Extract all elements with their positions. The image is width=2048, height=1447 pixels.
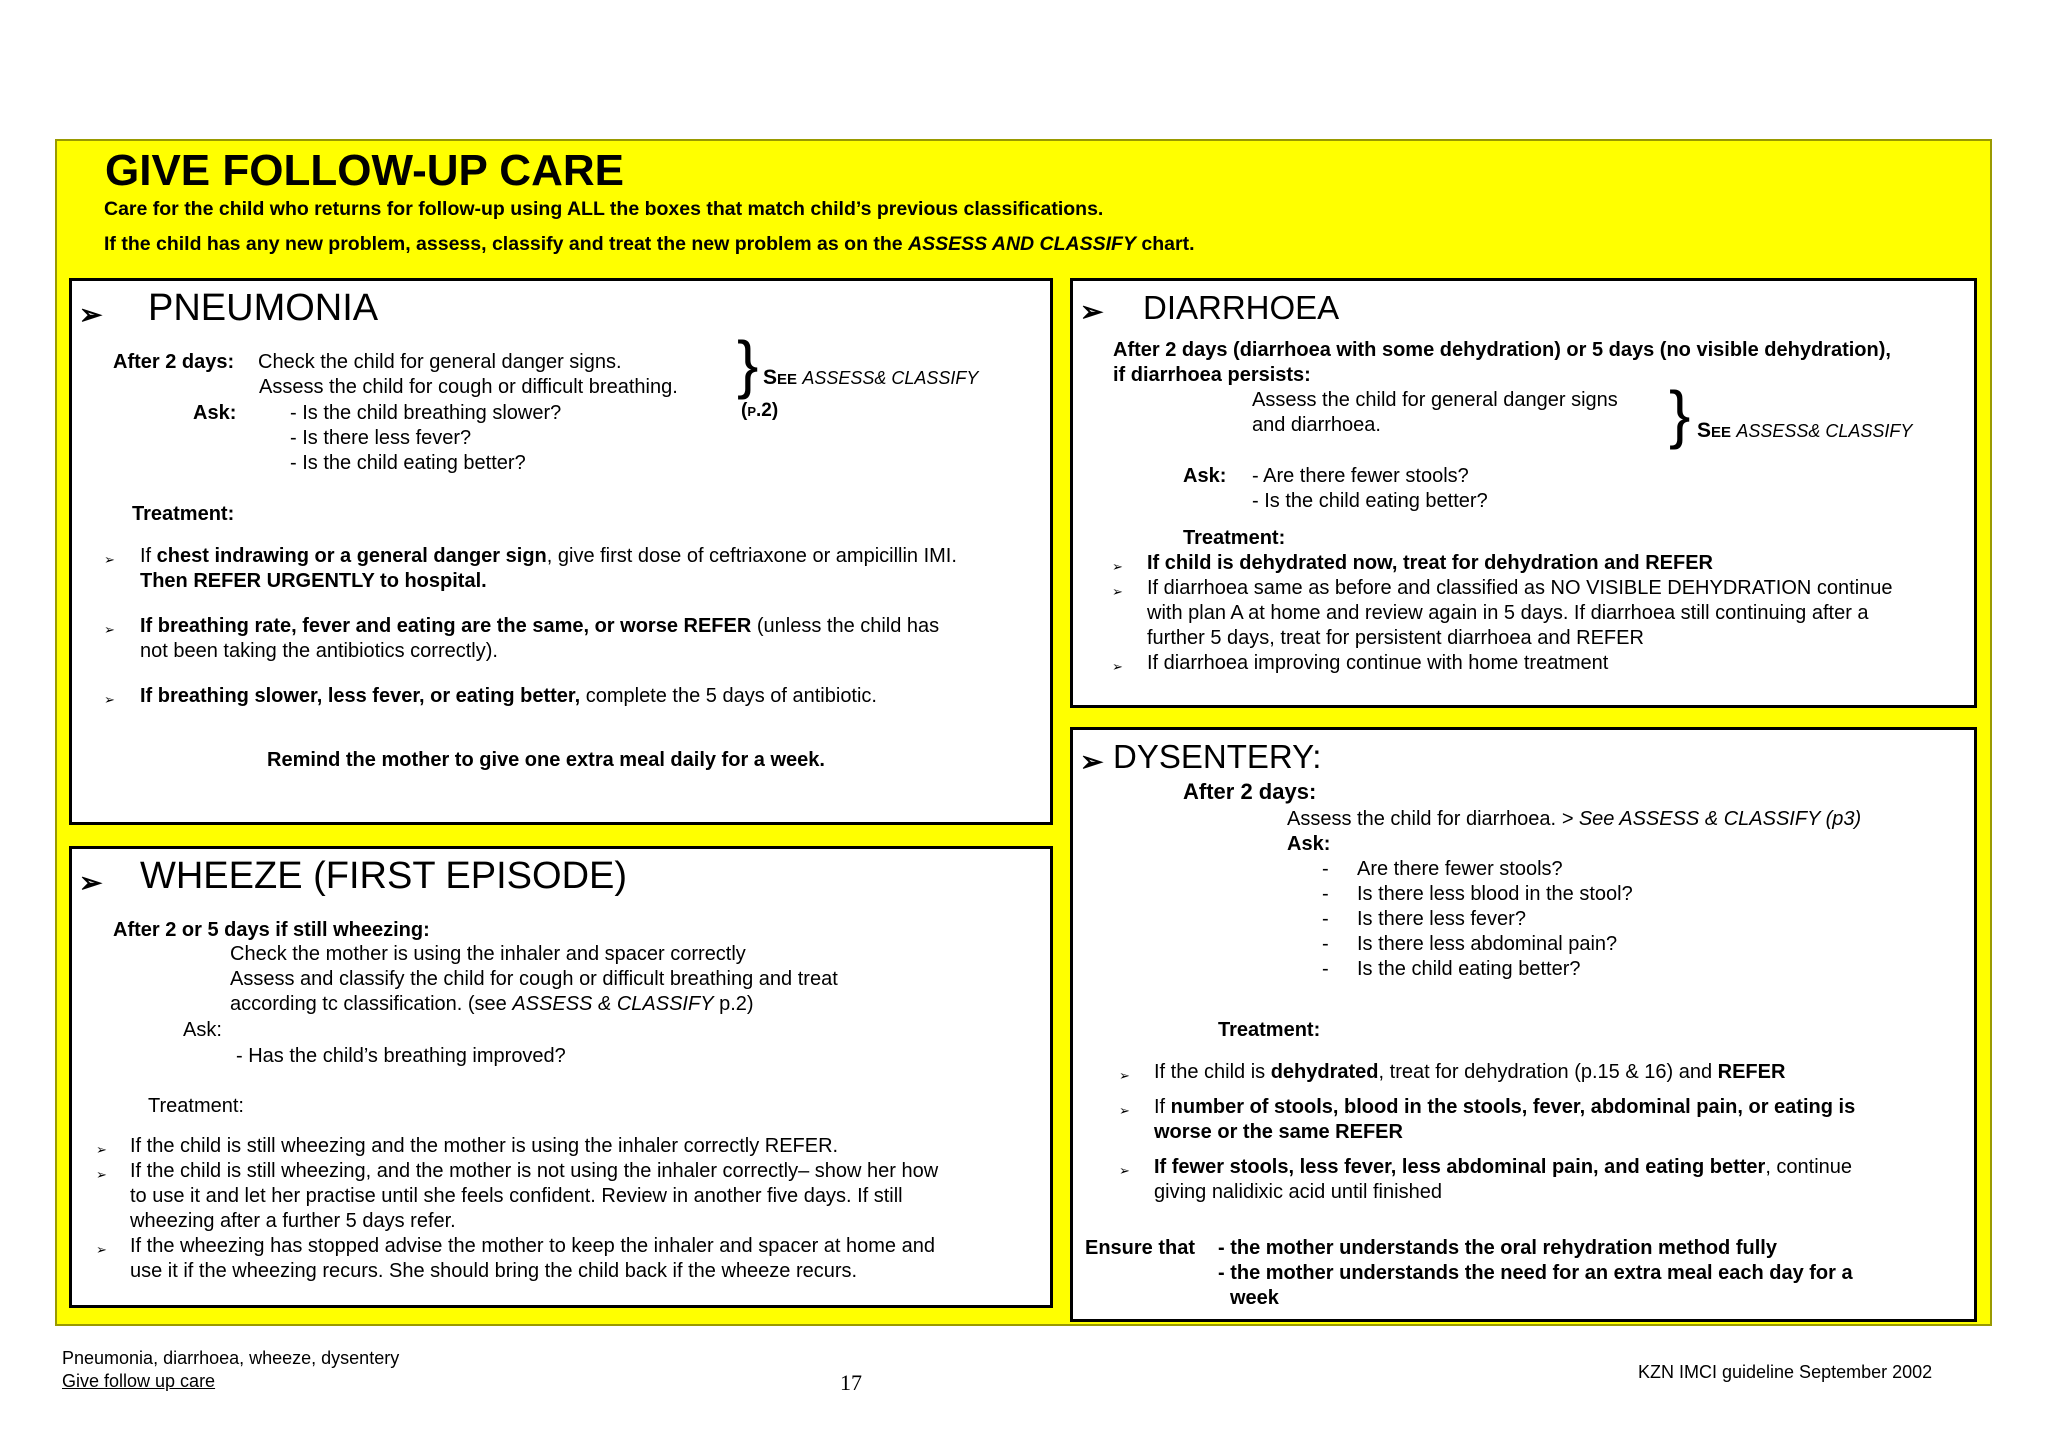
footer-subtitle-link[interactable]: Give follow up care [62,1371,216,1391]
diarrhoea-see-reference: See ASSESS& CLASSIFY [1697,419,1913,442]
wheeze-treatment-1: If the child is still wheezing and the mother is using the inhaler correctly REFER. [130,1135,839,1157]
small-arrow-bullet-icon: ➢ [1119,1163,1130,1178]
small-arrow-bullet-icon: ➢ [96,1142,107,1157]
diarrhoea-treatment-1: If child is dehydrated now, treat for dehydration and REFER [1147,552,1713,574]
dysentery-ensure-2: - the mother understands the need for an extra meal each day for a [1218,1262,1853,1284]
pneumonia-remind: Remind the mother to give one extra meal daily for a week. [267,749,825,771]
wheeze-after-label: After 2 or 5 days if still wheezing: [113,919,430,941]
pneumonia-ask-1: - Is the child breathing slower? [290,402,562,424]
brace-icon: } [737,328,759,400]
diarrhoea-assess-1: Assess the child for general danger signs [1252,389,1618,411]
diarrhoea-treatment-3: If diarrhoea improving continue with home treatment [1147,652,1609,674]
intro-line-1: Care for the child who returns for follow-up using ALL the boxes that match child’s previous classifications. [104,198,1104,220]
small-arrow-bullet-icon: ➢ [1112,659,1123,674]
diarrhoea-ask-label: Ask: [1183,465,1227,487]
wheeze-treatment-2-line-3: wheezing after a further 5 days refer. [130,1210,456,1232]
page-title: GIVE FOLLOW-UP CARE [105,146,624,195]
pneumonia-see-reference: See ASSESS& CLASSIFY [763,366,979,389]
pneumonia-see-page: (p.2) [741,400,779,421]
pneumonia-ask-3: - Is the child eating better? [290,452,526,474]
small-arrow-bullet-icon: ➢ [96,1242,107,1257]
dysentery-treatment-2-line-2: worse or the same REFER [1154,1121,1403,1143]
dysentery-ask-dash: - [1322,858,1329,880]
wheeze-treatment-2-line-2: to use it and let her practise until she feels confident. Review in another five days. If still [130,1185,903,1207]
pneumonia-treatment-1-line-2: Then REFER URGENTLY to hospital. [140,570,487,592]
pneumonia-treatment-3: If breathing slower, less fever, or eating better, complete the 5 days of antibiotic. [140,685,877,707]
small-arrow-bullet-icon: ➢ [104,622,115,637]
diarrhoea-ask-1: - Are there fewer stools? [1252,465,1469,487]
arrow-bullet-icon: ➢ [79,299,103,330]
wheeze-ask-label: Ask: [183,1019,222,1041]
dysentery-treatment-2: If number of stools, blood in the stools, fever, abdominal pain, or eating is [1154,1096,1856,1118]
dysentery-ask-dash: - [1322,933,1329,955]
dysentery-after-label: After 2 days: [1183,779,1317,804]
diarrhoea-title: DIARRHOEA [1143,289,1340,326]
diarrhoea-after-line-1: After 2 days (diarrhoea with some dehydration) or 5 days (no visible dehydration), [1113,339,1891,361]
pneumonia-ask-label: Ask: [193,402,237,424]
dysentery-treatment-3: If fewer stools, less fever, less abdominal pain, and eating better, continue [1154,1156,1853,1178]
small-arrow-bullet-icon: ➢ [104,692,115,707]
small-arrow-bullet-icon: ➢ [104,552,115,567]
dysentery-ask-label: Ask: [1287,833,1331,855]
diarrhoea-treatment-2: If diarrhoea same as before and classified as NO VISIBLE DEHYDRATION continue [1147,577,1893,599]
dysentery-ask-3: Is there less fever? [1357,908,1526,930]
wheeze-treatment-3-line-2: use it if the wheezing recurs. She should bring the child back if the wheeze recurs. [130,1260,858,1282]
wheeze-line-3: according tc classification. (see ASSESS & CLASSIFY p.2) [230,993,754,1015]
wheeze-ask-1: - Has the child’s breathing improved? [236,1045,566,1067]
small-arrow-bullet-icon: ➢ [1119,1068,1130,1083]
arrow-bullet-icon: ➢ [1080,296,1104,327]
dysentery-ensure-1: - the mother understands the oral rehydration method fully [1218,1237,1777,1259]
wheeze-title: WHEEZE (FIRST EPISODE) [140,855,628,897]
pneumonia-title: PNEUMONIA [148,287,379,329]
dysentery-treatment-3-line-2: giving nalidixic acid until finished [1154,1181,1442,1203]
diarrhoea-assess-2: and diarrhoea. [1252,414,1381,436]
pneumonia-treatment-2-line-2: not been taking the antibiotics correctly). [140,640,498,662]
dysentery-ask-5: Is the child eating better? [1357,958,1581,980]
diarrhoea-treatment-2-line-2: with plan A at home and review again in 5 days. If diarrhoea still continuing after a [1147,602,1869,624]
pneumonia-treatment-1: If chest indrawing or a general danger sign, give first dose of ceftriaxone or ampicillin IMI. [140,545,957,567]
small-arrow-bullet-icon: ➢ [96,1167,107,1182]
wheeze-treatment-2: If the child is still wheezing, and the mother is not using the inhaler correctly– show her how [130,1160,939,1182]
dysentery-ensure-label: Ensure that [1085,1237,1196,1259]
footer-guideline-label: KZN IMCI guideline September 2002 [1638,1362,1933,1382]
page-number: 17 [840,1370,862,1395]
pneumonia-treatment-2: If breathing rate, fever and eating are the same, or worse REFER (unless the child has [140,615,940,637]
wheeze-line-2: Assess and classify the child for cough or difficult breathing and treat [230,968,838,990]
dysentery-treatment-label: Treatment: [1218,1019,1321,1041]
pneumonia-ask-2: - Is there less fever? [290,427,472,449]
pneumonia-check-2: Assess the child for cough or difficult breathing. [259,376,678,398]
dysentery-ensure-3: week [1230,1287,1279,1309]
dysentery-treatment-1: If the child is dehydrated, treat for dehydration (p.15 & 16) and REFER [1154,1061,1786,1083]
small-arrow-bullet-icon: ➢ [1112,559,1123,574]
dysentery-ask-dash: - [1322,908,1329,930]
diarrhoea-ask-2: - Is the child eating better? [1252,490,1488,512]
diarrhoea-after-line-2: if diarrhoea persists: [1113,364,1311,386]
brace-icon: } [1669,378,1691,450]
pneumonia-after-label: After 2 days: [113,351,235,373]
small-arrow-bullet-icon: ➢ [1112,584,1123,599]
arrow-bullet-icon: ➢ [1080,746,1104,777]
small-arrow-bullet-icon: ➢ [1119,1103,1130,1118]
pneumonia-check-1: Check the child for general danger signs. [258,351,622,373]
wheeze-line-1: Check the mother is using the inhaler and spacer correctly [230,943,746,965]
dysentery-ask-1: Are there fewer stools? [1357,858,1563,880]
diarrhoea-treatment-label: Treatment: [1183,527,1286,549]
footer-section-title: Pneumonia, diarrhoea, wheeze, dysentery [62,1348,400,1368]
dysentery-ask-dash: - [1322,958,1329,980]
arrow-bullet-icon: ➢ [79,867,103,898]
dysentery-title: DYSENTERY: [1113,738,1322,775]
diarrhoea-treatment-2-line-3: further 5 days, treat for persistent diarrhoea and REFER [1147,627,1644,649]
pneumonia-treatment-label: Treatment: [132,503,235,525]
wheeze-treatment-3: If the wheezing has stopped advise the mother to keep the inhaler and spacer at home and [130,1235,935,1257]
dysentery-ask-2: Is there less blood in the stool? [1357,883,1633,905]
wheeze-treatment-label: Treatment: [148,1095,244,1117]
dysentery-ask-4: Is there less abdominal pain? [1357,933,1618,955]
intro-line-2: If the child has any new problem, assess, classify and treat the new problem as on the ASSESS AND CLASSIFY chart. [104,233,1195,255]
dysentery-ask-dash: - [1322,883,1329,905]
dysentery-assess: Assess the child for diarrhoea. > See ASSESS & CLASSIFY (p3) [1287,808,1862,830]
